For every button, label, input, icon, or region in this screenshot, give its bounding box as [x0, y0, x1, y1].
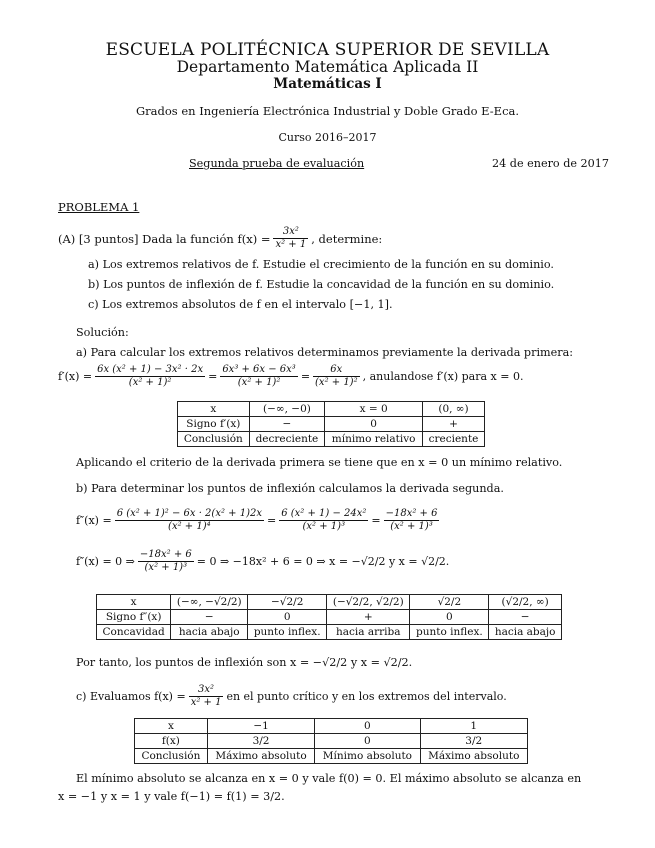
frac-num: −18x² + 6 [139, 549, 192, 560]
table-cell: − [489, 610, 562, 625]
frac-num: 6x [313, 364, 360, 377]
problem-title: PROBLEMA 1 [58, 200, 140, 214]
table-cell: (−∞, −√2/2) [171, 595, 248, 610]
table-cell: + [327, 610, 410, 625]
second-derivative-equation: f″(x) = $\frac{\text{6 (x² + 1)² − 6x · 2(x² + 1)2x}}{\text{(x² + 1)⁴}}$ = $\frac{\text{6 (x² + 1) − 24x²}}{\text{(x² + 1)³}}$ = $\frac{\text{−18x² + 6}}{\text{(x² + 1)³}}$ [76, 508, 438, 532]
table-cell: Mínimo absoluto [315, 749, 420, 764]
table-cell: hacia abajo [171, 625, 248, 640]
table-cell: 0 [410, 610, 489, 625]
table-cell: − [171, 610, 248, 625]
table-cell: Conclusión [178, 432, 250, 447]
table-row [135, 719, 528, 734]
part-c-intro [76, 684, 507, 709]
table-cell: (−∞, −0) [249, 402, 325, 417]
frac-num: 6 (x² + 1)² − 6x · 2(x² + 1)2x [116, 508, 262, 519]
table-cell: Conclusión [135, 749, 208, 764]
inflection-equation [76, 549, 449, 574]
second-derivative-frac-1 [115, 508, 264, 533]
table-cell: x = 0 [325, 402, 423, 417]
table-cell: Concavidad [97, 625, 171, 640]
frac-num: 6x (x² + 1) − 3x² · 2x [97, 364, 204, 375]
table-cell: punto inflex. [410, 625, 489, 640]
course-title: Matemáticas I [273, 76, 382, 92]
statement-frac-den: x² + 1 [275, 239, 307, 250]
item-b: b) Los puntos de inflexión de f. Estudie la concavidad de la función en su dominio. [88, 278, 555, 291]
first-derivative-frac-2 [220, 364, 298, 389]
table-cell: 0 [315, 719, 420, 734]
table-cell: 0 [248, 610, 327, 625]
table-cell: Máximo absoluto [207, 749, 314, 764]
part-b-conclusion: Por tanto, los puntos de inflexión son x = −√2/2 y x = √2/2. [76, 656, 413, 669]
table-row [178, 402, 485, 417]
table-cell: x [135, 719, 208, 734]
table-row [178, 432, 485, 447]
second-derivative-frac-2 [279, 508, 368, 533]
table-cell: creciente [423, 432, 485, 447]
first-derivative-tail: , anulandose f′(x) para x = 0. [362, 370, 524, 383]
table-cell: 1 [420, 719, 527, 734]
table-row [97, 595, 562, 610]
part-c-suffix: en el punto crítico y en los extremos del intervalo. [226, 690, 507, 703]
table-cell: + [423, 417, 485, 432]
table-cell: hacia arriba [327, 625, 410, 640]
first-derivative-equation: f′(x) = $\frac{\text{6x (x² + 1) − 3x² · 2x}}{\text{(x² + 1)²}}$ = $\frac{\text{6x³ + 6x − 6x³}}{\text{(x² + 1)²}}$ = $\frac{6x}{\text{(x² + 1)²}}$ , anulandose f′(x) para x = 0. [58, 364, 524, 388]
second-derivative-frac-3 [384, 508, 440, 533]
table-cell: − [249, 417, 325, 432]
exam-name: Segunda prueba de evaluación [189, 157, 365, 170]
item-c: c) Los extremos absolutos de f en el intervalo [−1, 1]. [88, 298, 393, 311]
table-row [135, 749, 528, 764]
first-derivative-frac-1 [95, 364, 205, 389]
frac-num: 3x² [189, 684, 224, 697]
problem-statement [58, 226, 382, 251]
table-cell: Signo f′(x) [178, 417, 250, 432]
statement-fraction [273, 226, 308, 251]
part-c-conclusion-2: x = −1 y x = 1 y vale f(−1) = f(1) = 3/2. [58, 790, 285, 803]
table-cell: √2/2 [410, 595, 489, 610]
table-cell: −1 [207, 719, 314, 734]
table-row [97, 625, 562, 640]
inflection-frac [138, 549, 194, 574]
frac-num: 6 (x² + 1) − 24x² [281, 508, 367, 519]
table-row [97, 610, 562, 625]
statement-suffix: , determine: [311, 231, 383, 246]
school-name: ESCUELA POLITÉCNICA SUPERIOR DE SEVILLA [105, 40, 550, 60]
concavity-table [96, 594, 562, 640]
first-derivative-frac-3 [313, 364, 360, 389]
table-cell: decreciente [249, 432, 325, 447]
part-a-intro: a) Para calcular los extremos relativos determinamos previamente la derivada primera: [76, 346, 574, 359]
table-cell: 3/2 [207, 734, 314, 749]
table-row [178, 417, 485, 432]
first-derivative-lhs: f′(x) = [58, 370, 93, 383]
table-cell: hacia abajo [489, 625, 562, 640]
table-cell: 0 [325, 417, 423, 432]
table-cell: (√2/2, ∞) [489, 595, 562, 610]
table-row [135, 734, 528, 749]
part-c-frac [189, 684, 224, 709]
absolute-extrema-table [134, 718, 528, 764]
part-b-intro: b) Para determinar los puntos de inflexión calculamos la derivada segunda. [76, 482, 504, 495]
table-cell: (−√2/2, √2/2) [327, 595, 410, 610]
table-cell: punto inflex. [248, 625, 327, 640]
second-derivative-lhs: f″(x) = [76, 514, 112, 527]
table-cell: 3/2 [420, 734, 527, 749]
table-cell: (0, ∞) [423, 402, 485, 417]
solution-label: Solución: [76, 326, 129, 339]
table-cell: 0 [315, 734, 420, 749]
frac-den: (x² + 1)² [128, 377, 172, 388]
frac-num: 6x³ + 6x − 6x³ [222, 364, 296, 375]
table-cell: Máximo absoluto [420, 749, 527, 764]
table-cell: x [97, 595, 171, 610]
frac-den: (x² + 1)² [315, 377, 358, 388]
frac-den: (x² + 1)⁴ [168, 521, 211, 532]
frac-den: (x² + 1)³ [302, 521, 346, 532]
table-cell: −√2/2 [248, 595, 327, 610]
table-cell: mínimo relativo [325, 432, 423, 447]
frac-den: x² + 1 [190, 697, 222, 708]
table-cell: f(x) [135, 734, 208, 749]
monotonicity-table [177, 401, 485, 447]
part-c-prefix: c) Evaluamos f(x) = [76, 690, 186, 703]
academic-year: Curso 2016–2017 [278, 131, 377, 144]
frac-den: (x² + 1)³ [390, 521, 433, 532]
inflection-lhs: f″(x) = 0 ⇒ [76, 555, 135, 568]
department-name: Departamento Matemática Aplicada II [176, 58, 479, 76]
frac-den: (x² + 1)² [237, 377, 281, 388]
inflection-tail: = 0 ⇒ −18x² + 6 = 0 ⇒ x = −√2/2 y x = √2/2. [196, 555, 450, 568]
exam-date: 24 de enero de 2017 [492, 157, 610, 170]
statement-prefix: (A) [3 puntos] Dada la función f(x) = [58, 231, 271, 246]
part-a-conclusion: Aplicando el criterio de la derivada primera se tiene que en x = 0 un mínimo relativo. [76, 456, 563, 469]
degrees-line: Grados en Ingeniería Electrónica Industrial y Doble Grado E-Eca. [135, 104, 520, 118]
table-cell: x [178, 402, 250, 417]
part-c-conclusion-1: El mínimo absoluto se alcanza en x = 0 y vale f(0) = 0. El máximo absoluto se alcanza en [76, 772, 582, 785]
frac-num: −18x² + 6 [385, 508, 438, 519]
frac-den: (x² + 1)³ [144, 562, 188, 573]
table-cell: Signo f″(x) [97, 610, 171, 625]
statement-frac-num: 3x² [273, 226, 308, 239]
item-a: a) Los extremos relativos de f. Estudie el crecimiento de la función en su dominio. [88, 258, 554, 271]
